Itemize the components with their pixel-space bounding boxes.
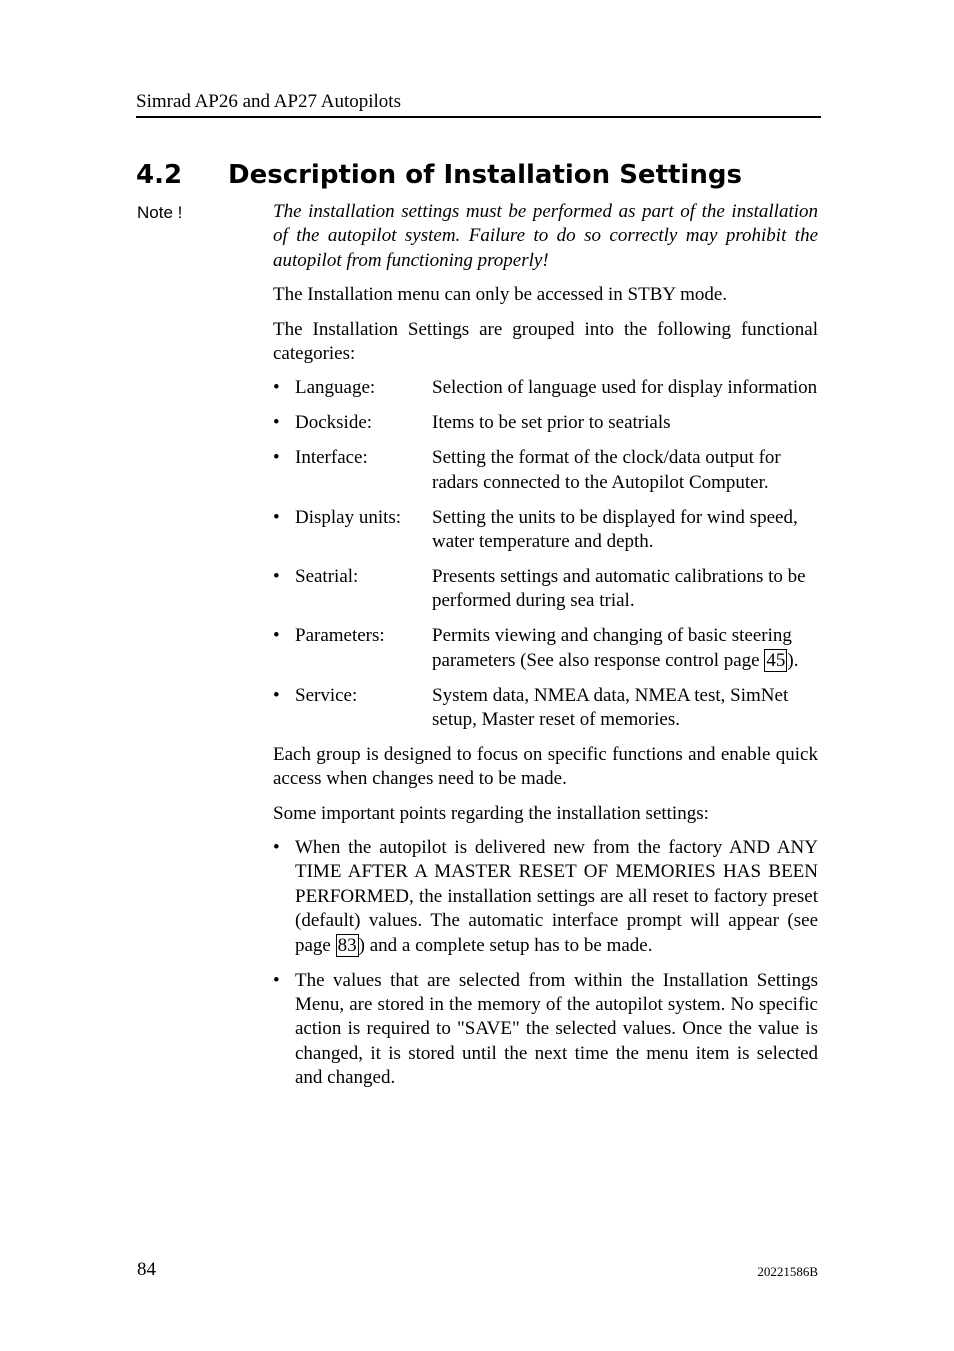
bullet-icon: • <box>273 506 280 528</box>
category-item <box>273 624 818 673</box>
category-description: Setting the format of the clock/data output for radars connected to the Autopilot Computer. <box>432 447 781 493</box>
category-name: Seatrial: <box>295 565 359 587</box>
bullet-icon: • <box>273 969 280 991</box>
section-number: 4.2 <box>136 160 183 190</box>
grouped-paragraph: The Installation Settings are grouped into the following functional categories: <box>273 318 818 365</box>
section-title: Description of Installation Settings <box>228 160 742 190</box>
category-item <box>273 684 818 733</box>
point-text-before: When the autopilot is delivered new from the factory AND ANY TIME AFTER A MASTER RESET OF MEMORIES HAS BEEN PERFORMED, the installation settings are all reset to factory preset (default) values. The automatic interface prompt will appear (see page <box>295 837 818 956</box>
category-name: Interface: <box>295 447 368 469</box>
bullet-icon: • <box>273 684 280 706</box>
category-description-text: Permits viewing and changing of basic steering parameters (See also response control page <box>432 625 792 671</box>
category-item <box>273 506 818 555</box>
section-heading <box>136 158 826 192</box>
category-description-tail: ). <box>787 649 799 671</box>
page-number: 84 <box>137 1259 156 1280</box>
category-item <box>273 565 818 614</box>
each-group-paragraph: Each group is designed to focus on specific functions and enable quick access when changes need to be made. <box>273 743 818 790</box>
category-name: Dockside: <box>295 412 373 434</box>
page-reference-link[interactable]: 83 <box>337 934 357 956</box>
note-label: Note ! <box>137 203 183 222</box>
document-code: 20221586B <box>757 1264 818 1279</box>
bullet-icon: • <box>273 565 280 587</box>
bullet-icon: • <box>273 625 280 647</box>
category-name: Service: <box>295 684 358 706</box>
category-description <box>432 624 818 673</box>
category-description: Setting the units to be displayed for wind speed, water temperature and depth. <box>432 506 798 552</box>
category-item <box>273 446 818 495</box>
category-item <box>273 376 818 400</box>
category-description: System data, NMEA data, NMEA test, SimNet setup, Master reset of memories. <box>432 684 789 730</box>
stby-paragraph: The Installation menu can only be accessed in STBY mode. <box>273 284 728 306</box>
point-item <box>273 836 818 958</box>
category-name: Parameters: <box>295 625 385 647</box>
note-text: The installation settings must be performed as part of the installation of the autopilot system. Failure to do so correctly may prohibit the autopilot from functioning properly! <box>273 201 818 271</box>
category-name: Language: <box>295 377 376 399</box>
bullet-icon: • <box>273 447 280 469</box>
point-text <box>295 836 818 958</box>
running-header: Simrad AP26 and AP27 Autopilots <box>136 90 821 118</box>
page-reference-link[interactable]: 45 <box>766 649 786 671</box>
point-text: The values that are selected from within the Installation Settings Menu, are stored in the memory of the autopilot system. No specific action is required to "SAVE" the selected values. Once the value is changed, it is stored until the next time the menu item is selected and changed. <box>295 969 818 1089</box>
category-description: Items to be set prior to seatrials <box>432 412 671 434</box>
category-description: Selection of language used for display information <box>432 377 818 399</box>
category-description: Presents settings and automatic calibrations to be performed during sea trial. <box>432 565 806 612</box>
points-list <box>273 836 818 1091</box>
category-item <box>273 411 818 435</box>
category-name: Display units: <box>295 506 402 528</box>
point-text-after: ) and a complete setup has to be made. <box>358 934 653 956</box>
important-points-paragraph: Some important points regarding the installation settings: <box>273 802 709 824</box>
bullet-icon: • <box>273 412 280 434</box>
point-item <box>273 969 818 1091</box>
body-column <box>273 200 818 1101</box>
bullet-icon: • <box>273 837 280 859</box>
category-list <box>273 376 818 732</box>
bullet-icon: • <box>273 377 280 399</box>
